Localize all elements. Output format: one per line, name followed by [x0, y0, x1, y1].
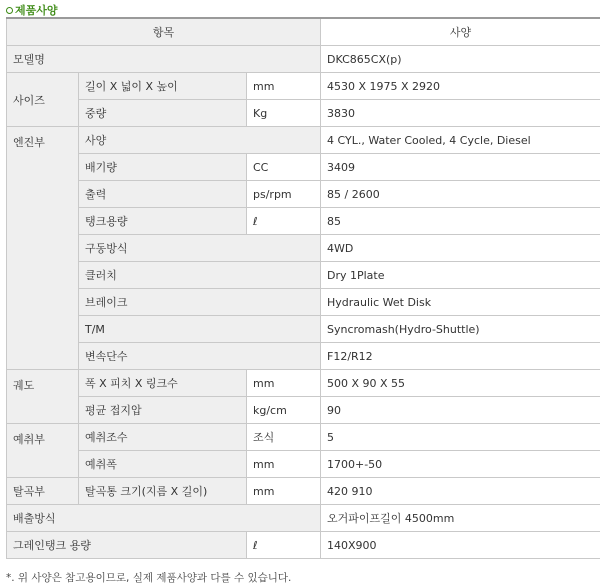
row-unit: CC — [247, 154, 321, 181]
row-value: 5 — [321, 424, 600, 451]
row-value: Syncromash(Hydro-Shuttle) — [321, 316, 600, 343]
row-value: DKC865CX(p) — [321, 46, 600, 73]
row-unit: 조식 — [247, 424, 321, 451]
row-label: T/M — [79, 316, 321, 343]
row-unit: mm — [247, 451, 321, 478]
row-group: 엔진부 — [7, 127, 79, 370]
row-label: 배출방식 — [7, 505, 321, 532]
table-row — [7, 532, 600, 559]
section-title — [6, 3, 58, 17]
header-item: 항목 — [7, 18, 321, 46]
row-label: 평균 접지압 — [79, 397, 247, 424]
row-label: 길이 X 넓이 X 높이 — [79, 73, 247, 100]
row-value: 3830 — [321, 100, 600, 127]
table-row — [7, 262, 600, 289]
table-row — [7, 235, 600, 262]
row-unit: ℓ — [247, 208, 321, 235]
table-row — [7, 343, 600, 370]
table-row — [7, 181, 600, 208]
table-row — [7, 73, 600, 100]
row-label: 그레인탱크 용량 — [7, 532, 247, 559]
row-label: 예취조수 — [79, 424, 247, 451]
row-value: F12/R12 — [321, 343, 600, 370]
row-label: 클러치 — [79, 262, 321, 289]
circle-bullet-icon — [6, 7, 13, 14]
row-label: 탱크용량 — [79, 208, 247, 235]
row-label: 배기량 — [79, 154, 247, 181]
row-label: 중량 — [79, 100, 247, 127]
table-header-row — [7, 18, 600, 46]
row-label: 사양 — [79, 127, 321, 154]
row-value: 420 910 — [321, 478, 600, 505]
row-label: 구동방식 — [79, 235, 321, 262]
row-group: 예취부 — [7, 424, 79, 478]
table-row — [7, 208, 600, 235]
row-value: 90 — [321, 397, 600, 424]
table-row — [7, 505, 600, 532]
row-label: 폭 X 피치 X 링크수 — [79, 370, 247, 397]
header-spec: 사양 — [321, 18, 600, 46]
row-value: 140X900 — [321, 532, 600, 559]
table-row — [7, 316, 600, 343]
row-value: 1700+-50 — [321, 451, 600, 478]
row-label: 브레이크 — [79, 289, 321, 316]
row-group: 사이즈 — [7, 73, 79, 127]
row-label: 예취폭 — [79, 451, 247, 478]
row-label: 변속단수 — [79, 343, 321, 370]
row-unit: kg/cm — [247, 397, 321, 424]
table-row — [7, 127, 600, 154]
table-row — [7, 100, 600, 127]
table-row — [7, 451, 600, 478]
table-row — [7, 46, 600, 73]
table-row — [7, 397, 600, 424]
row-value: 4WD — [321, 235, 600, 262]
footnote: *. 위 사양은 참고용이므로, 실제 제품사양과 다를 수 있습니다. — [6, 572, 292, 584]
row-unit: Kg — [247, 100, 321, 127]
spec-table — [6, 17, 600, 559]
row-unit: mm — [247, 370, 321, 397]
row-value: 3409 — [321, 154, 600, 181]
row-label: 모델명 — [7, 46, 321, 73]
row-value: Dry 1Plate — [321, 262, 600, 289]
table-row — [7, 370, 600, 397]
table-row — [7, 478, 600, 505]
row-value: 85 — [321, 208, 600, 235]
table-row — [7, 424, 600, 451]
row-value: 4 CYL., Water Cooled, 4 Cycle, Diesel — [321, 127, 600, 154]
row-value: 4530 X 1975 X 2920 — [321, 73, 600, 100]
row-value: Hydraulic Wet Disk — [321, 289, 600, 316]
row-unit: ℓ — [247, 532, 321, 559]
row-value: 85 / 2600 — [321, 181, 600, 208]
row-group: 탈곡부 — [7, 478, 79, 505]
row-label: 출력 — [79, 181, 247, 208]
row-label: 탈곡통 크기(지름 X 길이) — [79, 478, 247, 505]
row-value: 500 X 90 X 55 — [321, 370, 600, 397]
table-row — [7, 154, 600, 181]
row-group: 궤도 — [7, 370, 79, 424]
table-row — [7, 289, 600, 316]
row-unit: mm — [247, 478, 321, 505]
row-value: 오거파이프길이 4500mm — [321, 505, 600, 532]
row-unit: mm — [247, 73, 321, 100]
row-unit: ps/rpm — [247, 181, 321, 208]
section-title-text: 제품사양 — [15, 4, 58, 17]
